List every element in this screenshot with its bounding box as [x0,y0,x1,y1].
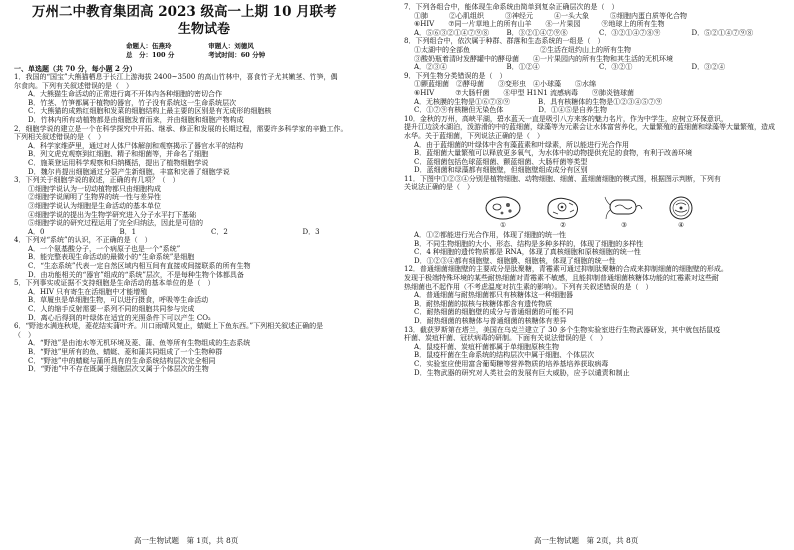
bacteria-figure [604,195,644,229]
option-b: B．列文虎克观察到红细胞、精子和细菌等，并命名了细胞 [28,150,209,159]
option-c: C．大熊猫的成熟红细胞和发菜的细胞结构上最主要的区别是有无成形的细胞核 [28,107,272,116]
question-stem: 尔食肉。下列有关叙述错误的是（ ） [14,81,133,90]
question-4 [14,236,394,279]
option-d: D．生物武器的研究对人类社会的发展有巨大威胁，应予以谴责和制止 [414,368,630,377]
question-stem: 下列相关叙述错误的是（ ） [14,133,105,142]
option-d: D．⑤②①④⑦⑨⑧ [691,28,754,37]
statement: ⑥HIV ⑦同一片草地上的所有山羊 ⑧一片果园 ⑨地球上的所有生物 [414,20,665,29]
option-b: B．草履虫是单细胞生物，可以进行摄食，呼吸等生命活动 [28,296,209,305]
question-stem: 水华。关于蓝细菌，下列说法正确的是（ ） [404,131,544,140]
question-stem: 5．下列事实或证据不支持细胞是生命活动的基本单位的是（ ） [14,279,215,288]
question-2 [14,125,394,177]
question-10 [404,115,784,175]
plant-cell-figure [484,195,522,229]
question-stem: 9．下列生物分类错误的是（ ） [404,71,507,80]
bacteria-icon [604,195,644,221]
left-page [14,0,394,550]
exam-subtitle: 生物试卷 [177,22,230,37]
question-1 [14,73,394,125]
question-6 [14,322,394,374]
option-a: A．HIV 只有寄生在活细胞中才能增殖 [28,287,148,296]
option-a: A．由于蓝细菌的叶绿体中含有藻蓝素和叶绿素，所以能进行光合作用 [414,140,630,149]
question-stem: 3．下列关于细胞学说的叙述，正确的有几项？（ ） [14,176,180,185]
question-stem: 4．下列对“系统”的认识，不正确的是（ ） [14,236,152,245]
option-a: A．“野池”是由池水等无机环境及菱、蒲、鱼等所有生物组成的生态系统 [28,339,251,348]
figure-label: ④ [678,221,684,230]
figure-label: ① [500,221,506,230]
question-8 [404,37,784,71]
option-a: A．②③④ [414,63,448,72]
statement: ②细胞学说阐明了生物界的统一性与差异性 [28,193,161,202]
options-row [404,63,784,72]
plant-cell-icon [484,195,522,221]
option-cd: C．①⑦⑨有核糖但无染色体 D．①④⑤是自养生物 [414,106,607,115]
question-5 [14,279,394,322]
question-stem: 发现于极端特殊环境的某些耐热细菌对青霉素不敏感，且能抑制普通细菌核糖体功能的红霉素对这些耐 [404,274,719,283]
option-b: B．①②④ [506,63,540,72]
statement: ①肺 ②心肌组织 ③神经元 ④一头大象 ⑤细胞内蛋白质等化合物 [414,11,687,20]
option-b: B．竹茎、竹笋都属于植物的器官，竹子没有系统这一生命系统层次 [28,98,237,107]
right-page [404,0,784,550]
question-3 [14,176,394,236]
option-d: D．离心后得到的叶绿体在适宜的光照条件下可以产生 CO₂ [28,313,211,322]
option-c: C．蓝细菌包括色球蓝细菌、颤蓝细菌、大肠杆菌等类型 [414,157,588,166]
option-d: D．魏尔肖提出细胞通过分裂产生新细胞，丰富和完善了细胞学说 [28,167,230,176]
question-stem: 7．下列各组合中，能体现生命系统由简单到复杂正确层次的是（ ） [404,3,619,11]
option-b: B．1 [119,227,137,236]
section-heading: 一、单选题（共 70 分，每小题 2 分） [14,64,137,73]
option-d: D．耐热细菌的核糖体与普通细菌的核糖体有差异 [414,317,567,325]
option-c: C．施莱登运用科学观察和归纳概括，提出了植物细胞学说 [28,158,209,167]
reviewer-label: 审题人：刘德风 [208,42,254,50]
option-b: B．能完整表现生命活动的最微小的“生命系统”是细胞 [28,253,195,262]
option-c: C．4 种细胞的遗传物质都是 RNA，体现了真核细胞和原核细胞的统一性 [414,248,641,257]
question-7 [404,3,784,37]
option-b: B．耐热细菌的拟核与核糖体都含有遗传物质 [414,299,553,308]
option-a: A．普通细菌与耐热细菌都只有核糖体这一种细胞器 [414,291,574,300]
option-c: C．2 [211,227,228,236]
option-c: C．耐热细菌的细胞壁的成分与普通细菌的可能不同 [414,308,574,317]
question-stem: 关说法正确的是（ ） [404,183,474,192]
option-c: C．“野池”中的蜻蜓与蒲所具有的生命系统结构层次完全相同 [28,356,216,365]
figure-label: ③ [621,221,627,230]
cyanobacteria-figure [666,195,696,229]
option-a: A．0 [28,227,45,236]
option-c: C．③②①④⑦⑧⑨ [599,28,661,37]
statement: ③细胞学说认为细胞是生命活动的基本单位 [28,201,161,210]
option-b: B．③②①④⑦⑨⑧ [506,28,568,37]
option-b: B．蓝细菌大量繁殖可以释放更多氧气，为水体中的动物提供充足的食物，有利于改善环境 [414,149,693,158]
statement: ③酸奶瓶着清时发酵罐中的酵母菌 ④一片果园内的所有生物和其生活的无机环境 [414,54,673,63]
option-d: D．“野池”中不存在既属于细胞层次又属于个体层次的生物 [28,365,209,374]
option-d: D．③②④ [691,63,726,72]
exam-title: 万州二中教育集团高 2023 级高一上期 10 月联考 [32,4,337,20]
question-stem: 11．下图中①②③④分别是植物细胞、动物细胞、细菌、蓝细菌细胞的模式图，根据图示判断，下列有 [404,174,721,183]
statement: ④细胞学说的提出为生物学研究进入分子水平打下基础 [28,210,196,219]
animal-cell-figure [544,195,582,229]
option-d: D．3 [302,227,320,236]
statement: ①太湖中的全部鱼 ②生活在纽约山上的所有生物 [414,45,631,54]
option-ab: A．无核膜的生物是①⑥⑦⑧⑨ B．具有核糖体的生物是①②③④⑤⑦⑨ [414,97,663,106]
option-a: A．一个氨基酸分子，一个病原子也是一个“系统” [28,244,181,253]
option-c: C．人的缩手反射需要一系列不同的细胞共同参与完成 [28,305,195,314]
option-c: C．③②① [599,63,633,72]
question-9 [404,72,784,115]
time-label: 考试时间：60 分钟 [208,51,266,59]
question-stem: （ ） [14,330,35,339]
question-stem: 13．截获罗斯第在塔兰，美国在乌克兰建立了 30 多个生物实验室进行生物武器研发，其中就包括鼠疫 [404,325,721,334]
question-11 [404,175,784,266]
options-row [14,228,394,237]
page-footer: 高一生物试题 第 2页，共 8页 [534,536,639,545]
question-stem: 6．“野池水满连秋堤，菱花结实蒲叶齐。川口雨晴风复止，蜻蜓上下鱼东西。”下列相关叙述正确的是 [14,322,324,331]
question-13 [404,326,784,378]
statement: ①颤蓝细菌 ②酵母菌 ③变形虫 ④小球藻 ⑤水绵 [414,80,596,89]
exam-meta [14,42,394,60]
figure-label: ② [560,221,566,230]
option-a: A．大熊猫生命活动的正常进行离不开体内各种细胞的密切合作 [28,90,223,99]
question-stem: 2．细胞学说的建立是一个在科学探究中开拓、继承、修正和发展的长期过程，需要许多科学家的辛勤工作。 [14,124,348,133]
option-a: A．科学家维萨里，通过对人体尸体解剖和观察揭示了器官水平的结构 [28,141,244,150]
option-d: D．蓝细菌和绿藻都有细胞壁，但细胞壁组成成分有区别 [414,166,588,175]
question-stem: 热细菌也不起作用（不考虑温度对抗生素的影响）。下列有关叙述错误的是（ ） [404,282,653,291]
score-label: 总 分：100 分 [126,51,175,59]
cyanobacteria-icon [666,195,696,221]
option-a: A．①②都能进行光合作用，体现了细胞的统一性 [414,231,567,240]
question-stem: 杆菌、炭疽杆菌、冠状病毒的研制。下面有关说法错误的是（ ） [404,334,607,343]
page-footer: 高一生物试题 第 1页，共 8页 [134,536,239,545]
option-c: C．“生态系统”代表一定自然区域内相互间有直接或间接联系的所有生物 [28,262,251,271]
question-stem: 8．下列组合中，依次属于种群、群落和生态系统的一组是（ ） [404,37,605,46]
option-b: B．不同生物细胞的大小、形态、结构是多种多样的，体现了细胞的多样性 [414,239,644,248]
statement: ⑥HIV ⑦大肠杆菌 ⑧甲型 H1N1 流感病毒 ⑨肺炎链球菌 [414,88,635,97]
question-stem: 提升江边淡水湖泊，泼游滑的中的蓝细菌，绿藻等为元素会让水体富营养化，大量繁殖的蓝细菌和绿藻等大量繁殖，造成 [404,123,775,132]
option-b: B．鼠疫杆菌在生命系统的结构层次中属于细胞、个体层次 [414,351,595,360]
option-a: A．⑤⑥③②①④⑦⑨⑧ [414,28,490,37]
question-12 [404,265,784,325]
option-d: D．竹林内所有动植物都是由细胞发育而来，并由细胞和细胞产物构成 [28,115,244,124]
option-b: B．“野池”里所有的鱼、蜻蜓、菱和蒲共同组成了一个生物种群 [28,348,223,356]
statement: ①细胞学说认为一切动植物都只由细胞构成 [28,184,161,193]
question-stem: 12．普通细菌细胞壁的主要成分是肽聚糖，青霉素可通过抑制肽聚糖的合成来抑制细菌的细胞壁的形成。 [404,265,728,274]
statement: ⑤细胞学说的研究过程运用了完全归纳法，因此是可信的 [28,219,203,228]
option-d: D．①②③④都有细胞壁、细胞膜、细胞核，体现了细胞的统一性 [414,256,616,265]
author-label: 命题人：伍燕玲 [126,42,172,50]
option-a: A．鼠疫杆菌、炭疽杆菌都属于单细胞原核生物 [414,342,560,351]
question-stem: 1．我国的“国宝”大熊猫栖息于长江上游海拔 2400~3500 的高山竹林中，喜食竹子尤其嫩茎、竹笋，偶 [14,73,338,81]
option-d: D．由功能相关的“器官”组成的“系统”层次，不是每种生物个体都具备 [28,270,244,279]
option-c: C．实验室应使用富含葡萄糖等营养物质的培养基培养获取病毒 [414,359,609,368]
question-stem: 10．金秋的万州，高峡平湖，碧水蓝天一直是吸引八方来客的魅力名片，作为中学生，应树立环保意识， [404,114,728,123]
animal-cell-icon [544,195,582,221]
cell-diagram [404,195,784,229]
